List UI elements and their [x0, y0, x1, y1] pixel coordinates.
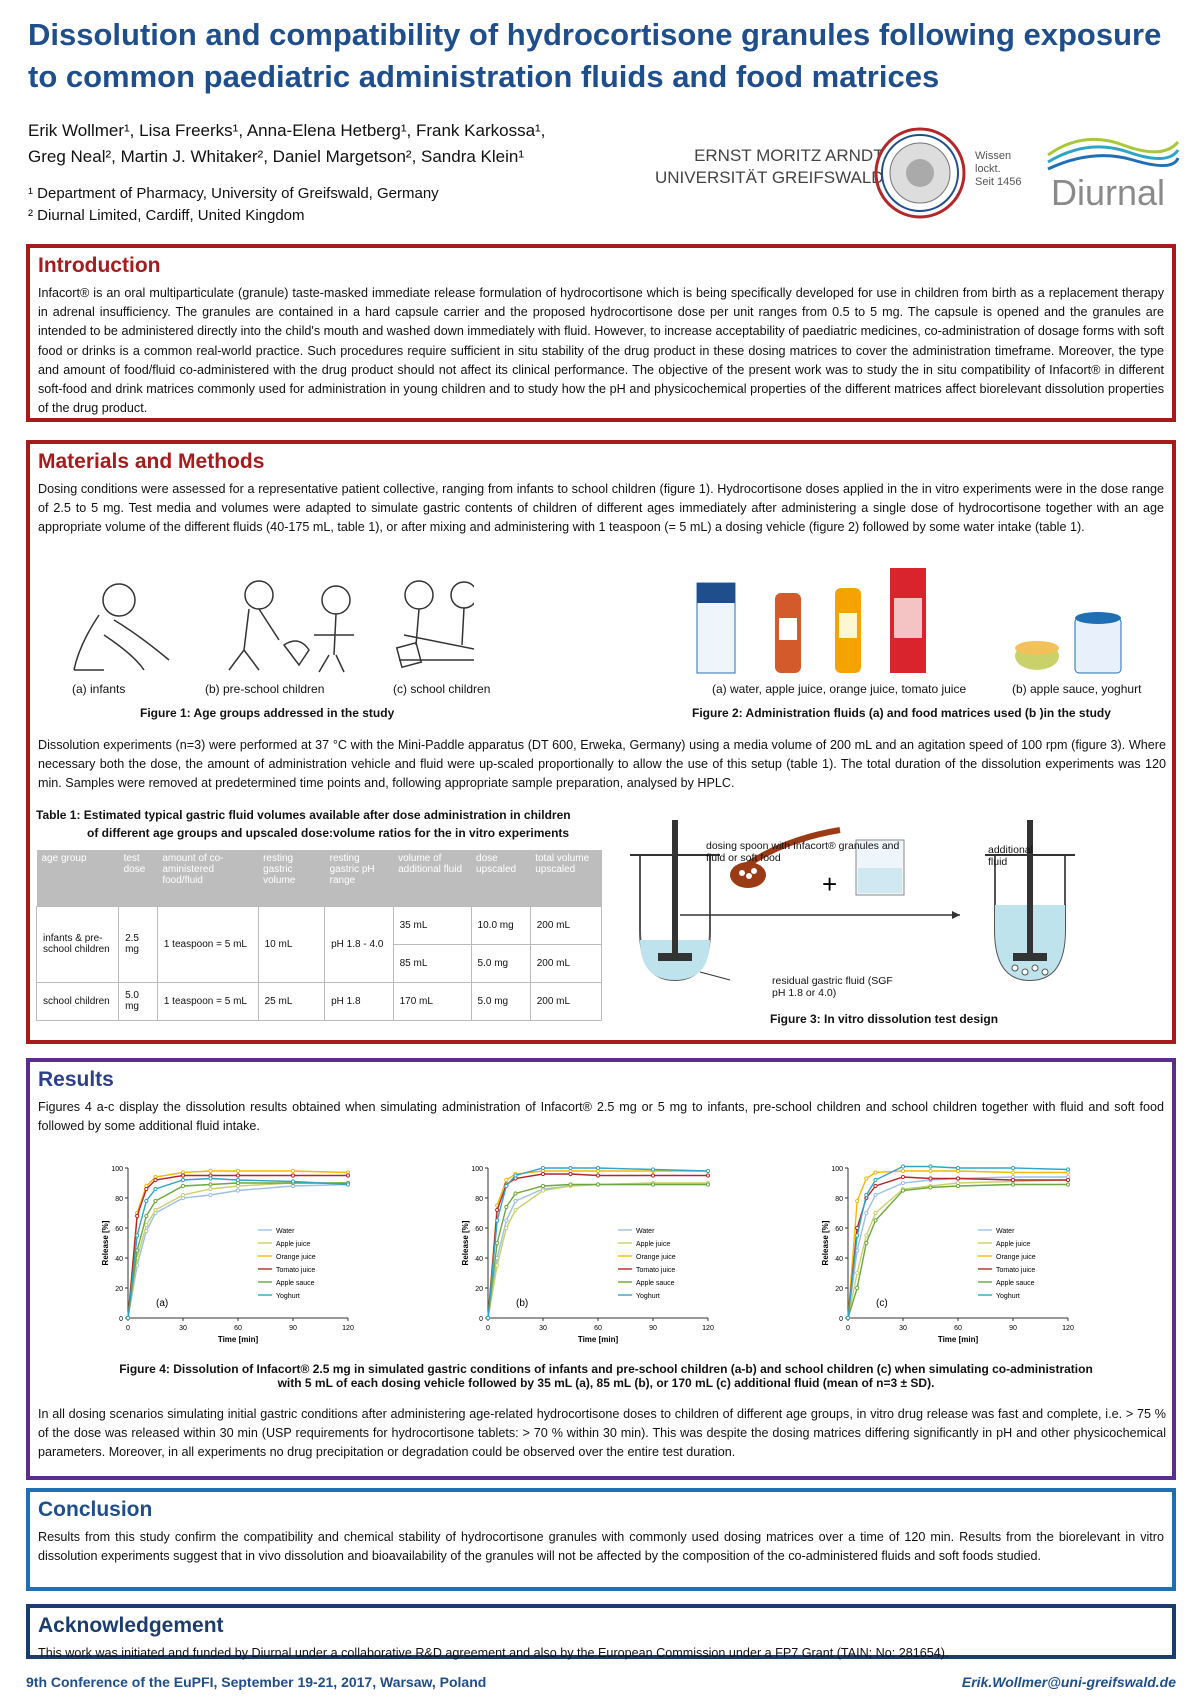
data-point [706, 1169, 709, 1172]
table-header: resting gastric volume [258, 850, 325, 906]
x-tick-label: 120 [1062, 1325, 1074, 1332]
panel-label: (a) [156, 1298, 169, 1309]
fig3-additional-label: additional fluid [988, 844, 1033, 868]
data-point [209, 1183, 212, 1186]
table-header: total volume upscaled [530, 850, 601, 906]
data-point [496, 1264, 499, 1267]
x-tick-label: 30 [539, 1325, 547, 1332]
poster-title: Dissolution and compatibility of hydrocortisone granules following exposure to common paediatric administration fluids and food matrices [28, 17, 1162, 94]
x-axis-label: Time [min] [577, 1335, 619, 1344]
conclusion-section [26, 1488, 1176, 1591]
acknowledgement-text: This work was initiated and funded by Diurnal under a collaborative R&D agreement and also by the European Commission under a FP7 Grant (TAIN; No: 281654). [38, 1646, 949, 1660]
data-point [496, 1208, 499, 1211]
table-cell: 170 mL [393, 982, 471, 1020]
table-cell: 85 mL [393, 944, 471, 982]
university-slogan [975, 150, 1021, 189]
series-line [488, 1174, 708, 1318]
data-point [865, 1211, 868, 1214]
data-point [236, 1169, 239, 1172]
series-line [848, 1177, 1068, 1318]
data-point [236, 1174, 239, 1177]
y-tick-label: 80 [475, 1196, 483, 1203]
data-point [865, 1241, 868, 1244]
fig1-label-infants: (a) infants [72, 682, 126, 696]
data-point [181, 1174, 184, 1177]
acknowledgement-section [26, 1604, 1176, 1659]
data-point [505, 1226, 508, 1229]
table-cell: 200 mL [530, 906, 601, 944]
table-header: volume of additional fluid [393, 850, 471, 906]
data-point [1011, 1171, 1014, 1174]
slogan-line-1: Wissen [975, 150, 1012, 162]
data-point [291, 1169, 294, 1172]
data-point [541, 1172, 544, 1175]
data-point [541, 1189, 544, 1192]
data-point [596, 1166, 599, 1169]
data-point [505, 1205, 508, 1208]
table-cell: 10.0 mg [471, 906, 530, 944]
data-point [1066, 1178, 1069, 1181]
table-cell: 200 mL [530, 982, 601, 1020]
data-point [145, 1187, 148, 1190]
y-tick-label: 0 [479, 1316, 483, 1323]
data-point [514, 1208, 517, 1211]
data-point [181, 1184, 184, 1187]
data-point [929, 1169, 932, 1172]
data-point [856, 1286, 859, 1289]
y-axis-label: Release [%] [101, 1220, 110, 1266]
data-point [1066, 1168, 1069, 1171]
table-cell: 1 teaspoon = 5 mL [157, 906, 258, 982]
data-point [505, 1178, 508, 1181]
results-heading: Results [38, 1068, 114, 1091]
data-point [596, 1174, 599, 1177]
data-point [209, 1169, 212, 1172]
y-axis-label: Release [%] [461, 1220, 470, 1266]
table-cell: 5.0 mg [119, 982, 158, 1020]
table-cell: 200 mL [530, 944, 601, 982]
introduction-heading: Introduction [38, 254, 161, 277]
x-tick-label: 30 [179, 1325, 187, 1332]
data-point [874, 1211, 877, 1214]
y-tick-label: 40 [835, 1256, 843, 1263]
legend-entry: Water [996, 1228, 1015, 1235]
x-tick-label: 60 [954, 1325, 962, 1332]
data-point [865, 1193, 868, 1196]
authors-line-2: Greg Neal², Martin J. Whitaker², Daniel Margetson², Sandra Klein¹ [28, 147, 525, 166]
data-point [846, 1316, 849, 1319]
table-cell: 35 mL [393, 906, 471, 944]
figure-3-caption: Figure 3: In vitro dissolution test design [770, 1012, 999, 1026]
methods-text-1: Dosing conditions were assessed for a representative patient collective, ranging from infants to school children (figure 1). Hydrocortisone doses applied in the in vitro experiments were in the dose range of 2.5 to 5 mg. Test media and volumes were adapted to simulate gastric contents of children of different ages immediately after administering a single dose of hydrocortisone together with an age appropriate volume of the different fluids (40-175 mL, table 1), or after mixing and administering with 1 teaspoon (= 5 mL) a dosing vehicle (figure 2) followed by some water intake (table 1). [38, 482, 1164, 535]
x-tick-label: 90 [289, 1325, 297, 1332]
y-tick-label: 100 [471, 1166, 483, 1173]
legend-entry: Orange juice [996, 1254, 1036, 1261]
legend-entry: Apple juice [636, 1241, 671, 1248]
administration-fluids-illustration [695, 568, 1155, 678]
data-point [1011, 1166, 1014, 1169]
figure-1-caption: Figure 1: Age groups addressed in the study [140, 706, 395, 720]
data-point [901, 1189, 904, 1192]
x-axis-label: Time [min] [937, 1335, 979, 1344]
data-point [514, 1199, 517, 1202]
data-point [706, 1183, 709, 1186]
data-point [496, 1241, 499, 1244]
acknowledgement-heading: Acknowledgement [38, 1614, 224, 1637]
y-tick-label: 20 [475, 1286, 483, 1293]
data-point [901, 1169, 904, 1172]
legend-entry: Orange juice [276, 1254, 316, 1261]
legend-entry: Tomato juice [996, 1267, 1036, 1274]
data-point [346, 1183, 349, 1186]
x-tick-label: 120 [342, 1325, 354, 1332]
legend-entry: Yoghurt [996, 1293, 1020, 1300]
data-point [1011, 1178, 1014, 1181]
panel-label: (b) [516, 1298, 529, 1309]
table-cell: infants & pre-school children [37, 906, 119, 982]
authors-line-1: Erik Wollmer¹, Lisa Freerks¹, Anna-Elena Hetberg¹, Frank Karkossa¹, [28, 121, 546, 140]
y-tick-label: 100 [111, 1166, 123, 1173]
series-line [848, 1167, 1068, 1319]
y-tick-label: 80 [115, 1196, 123, 1203]
y-tick-label: 20 [835, 1286, 843, 1293]
data-point [651, 1183, 654, 1186]
contact-email[interactable]: Erik.Wollmer@uni-greifswald.de [961, 1674, 1176, 1690]
figure-4-caption-line-1: Figure 4: Dissolution of Infacort® 2.5 mg in simulated gastric conditions of infants and pre-school children (a-b) and school children (c) when simulating co-administration [119, 1362, 1093, 1376]
series-line [848, 1177, 1068, 1318]
series-line [128, 1176, 348, 1319]
data-point [236, 1178, 239, 1181]
fig1-label-preschool: (b) pre-school children [205, 682, 325, 696]
table-cell: 1 teaspoon = 5 mL [157, 982, 258, 1020]
university-name-1: ERNST MORITZ ARNDT [694, 146, 884, 165]
x-tick-label: 60 [234, 1325, 242, 1332]
data-point [569, 1183, 572, 1186]
data-point [236, 1189, 239, 1192]
x-tick-label: 120 [702, 1325, 714, 1332]
gastric-volume-table [36, 850, 602, 1021]
x-tick-label: 90 [649, 1325, 657, 1332]
x-tick-label: 90 [1009, 1325, 1017, 1332]
table-row [37, 982, 602, 1020]
data-point [874, 1219, 877, 1222]
legend-entry: Water [276, 1228, 295, 1235]
legend-entry: Yoghurt [636, 1293, 660, 1300]
legend-entry: Apple sauce [996, 1280, 1035, 1287]
y-axis-label: Release [%] [821, 1220, 830, 1266]
panel-label: (c) [876, 1298, 888, 1309]
data-point [209, 1177, 212, 1180]
table-header-row [37, 850, 602, 906]
diurnal-logo [1043, 130, 1183, 215]
data-point [1011, 1183, 1014, 1186]
table-header: test dose [119, 850, 158, 906]
series-line [488, 1171, 708, 1318]
y-tick-label: 0 [119, 1316, 123, 1323]
x-tick-label: 60 [594, 1325, 602, 1332]
data-point [929, 1186, 932, 1189]
data-point [856, 1271, 859, 1274]
introduction-section [26, 244, 1176, 422]
data-point [209, 1193, 212, 1196]
data-point [856, 1234, 859, 1237]
introduction-text: Infacort® is an oral multiparticulate (granule) taste-masked immediate release formulation of hydrocortisone which is being specifically developed for use in children from birth as a replacement therapy in adrenal insufficiency. The granules are contained in a hard capsule carrier and the proposed hydrocortisone dose per unit ranges from 0.5 to 5 mg. The capsule is opened and the granules are intended to be administered directly into the child's mouth and washed down immediately with fluid. However, to increase acceptability of paediatric medicines, co-administration of dosage forms with soft food or drinks is a common real-world practice. Such procedures require sufficient in situ stability of the drug product in these dosing matrices to cover the administration timeframe. Moreover, the type and amount of food/fluid co-administered with the drug product should not affect its clinical performance. The objective of the present work was to study the in situ compatibility of Infacort® in different soft-food and drink matrices commonly used for administration in young children and to study how the pH and physicochemical properties of the different matrices affect biorelevant dissolution properties of the drug product. [38, 286, 1164, 416]
data-point [291, 1174, 294, 1177]
data-point [569, 1172, 572, 1175]
table-caption-line-1: Table 1: Estimated typical gastric fluid volumes available after dose administration in children [36, 808, 571, 822]
table-caption-line-2: of different age groups and upscaled dose:volume ratios for the in vitro experiments [87, 826, 570, 840]
age-groups-illustration [44, 575, 474, 680]
y-tick-label: 60 [115, 1226, 123, 1233]
data-point [209, 1187, 212, 1190]
results-text-1: Figures 4 a-c display the dissolution results obtained when simulating administration of Infacort® 2.5 mg or 5 mg to infants, pre-school children and school children together with fluid and soft food followed by some additional fluid intake. [38, 1100, 1164, 1134]
x-tick-label: 0 [846, 1325, 850, 1332]
legend-entry: Tomato juice [276, 1267, 316, 1274]
table-cell: 25 mL [258, 982, 325, 1020]
data-point [901, 1181, 904, 1184]
series-line [488, 1168, 708, 1318]
y-tick-label: 40 [475, 1256, 483, 1263]
diurnal-logo-text: Diurnal [1051, 172, 1166, 213]
data-point [706, 1174, 709, 1177]
data-point [291, 1180, 294, 1183]
y-tick-label: 60 [475, 1226, 483, 1233]
data-point [874, 1178, 877, 1181]
y-tick-label: 80 [835, 1196, 843, 1203]
data-point [346, 1174, 349, 1177]
slogan-line-3: Seit 1456 [975, 176, 1022, 188]
data-point [874, 1193, 877, 1196]
data-point [865, 1234, 868, 1237]
y-tick-label: 40 [115, 1256, 123, 1263]
table-header: age group [37, 850, 119, 906]
fig2-label-foods: (b) apple sauce, yoghurt [1012, 682, 1142, 696]
data-point [181, 1193, 184, 1196]
legend-entry: Apple sauce [276, 1280, 315, 1287]
data-point [154, 1208, 157, 1211]
data-point [154, 1178, 157, 1181]
data-point [154, 1187, 157, 1190]
data-point [145, 1214, 148, 1217]
data-point [181, 1178, 184, 1181]
data-point [856, 1199, 859, 1202]
affiliation-1: ¹ Department of Pharmacy, University of Greifswald, Germany [28, 185, 439, 202]
data-point [514, 1192, 517, 1195]
conclusion-text: Results from this study confirm the compatibility and chemical stability of hydrocortisone granules with commonly used dosing matrices over a time of 120 min. Results from the biorelevant in vitro dissolution experiments suggest that in vivo dissolution and bioavailability of the granules will not be affected by the composition of the co-administered fluids and soft foods studied. [38, 1530, 1164, 1564]
data-point [901, 1175, 904, 1178]
y-tick-label: 100 [831, 1166, 843, 1173]
university-logo-text [655, 145, 884, 189]
data-point [541, 1166, 544, 1169]
table-header: dose upscaled [471, 850, 530, 906]
table-cell: 5.0 mg [471, 944, 530, 982]
legend-entry: Yoghurt [276, 1293, 300, 1300]
methods-heading: Materials and Methods [38, 450, 265, 473]
fig2-label-fluids: (a) water, apple juice, orange juice, tomato juice [712, 682, 967, 696]
data-point [651, 1168, 654, 1171]
data-point [901, 1165, 904, 1168]
x-axis-label: Time [min] [217, 1335, 259, 1344]
fig1-label-school: (c) school children [393, 682, 491, 696]
table-cell: 2.5 mg [119, 906, 158, 982]
x-tick-label: 0 [486, 1325, 490, 1332]
legend-entry: Water [636, 1228, 655, 1235]
data-point [1066, 1183, 1069, 1186]
legend-entry: Apple juice [996, 1241, 1031, 1248]
table-header: resting gastric pH range [325, 850, 393, 906]
data-point [126, 1316, 129, 1319]
university-name-2: UNIVERSITÄT GREIFSWALD [655, 168, 884, 187]
data-point [496, 1219, 499, 1222]
data-point [505, 1219, 508, 1222]
table-cell: pH 1.8 [325, 982, 393, 1020]
y-tick-label: 20 [115, 1286, 123, 1293]
data-point [145, 1223, 148, 1226]
data-point [651, 1174, 654, 1177]
x-tick-label: 30 [899, 1325, 907, 1332]
table-cell: school children [37, 982, 119, 1020]
conference-info: 9th Conference of the EuPFI, September 19-21, 2017, Warsaw, Poland [26, 1674, 487, 1690]
data-point [929, 1165, 932, 1168]
footer [26, 1674, 1176, 1690]
university-seal-icon [873, 126, 968, 221]
dissolution-chart-a [100, 1160, 390, 1355]
data-point [505, 1184, 508, 1187]
methods-text-2: Dissolution experiments (n=3) were performed at 37 °C with the Mini-Paddle apparatus (DT 600, Erweka, Germany) using a media volume of 200 mL and an agitation speed of 100 rpm (figure 3). Where necessary both the dose, the amount of administration vehicle and fluid were up-scaled proportionally to allow the use of this setup (table 1). The total duration of the dissolution experiments was 120 min. Samples were removed at predetermined time points and, following appropriate sample preparation, analysed by HPLC. [38, 738, 1166, 791]
series-line [128, 1171, 348, 1318]
results-text-2: In all dosing scenarios simulating initial gastric conditions after administering age-related hydrocortisone doses to children of different age groups, in vitro drug release was fast and complete, i.e. > 75 % of the dose was released within 30 min (USP requirements for hydrocortisone tablets: > 70 % within 30 min). This was despite the dosing matrices differing significantly in pH and other physicochemical parameters. Moreover, in all experiments no drug precipitation or degradation could be observed over the entire test duration. [38, 1407, 1166, 1459]
x-tick-label: 0 [126, 1325, 130, 1332]
data-point [145, 1199, 148, 1202]
dissolution-chart-c [820, 1160, 1110, 1355]
figure-4-caption [106, 1362, 1106, 1390]
data-point [956, 1166, 959, 1169]
figure-4-caption-line-2: with 5 mL of each dosing vehicle followed by 35 mL (a), 85 mL (b), or 170 mL (c) additional fluid (mean of n=3 ± SD). [277, 1376, 935, 1390]
data-point [874, 1171, 877, 1174]
data-point [136, 1234, 139, 1237]
affiliation-2: ² Diurnal Limited, Cardiff, United Kingdom [28, 207, 305, 224]
figure-2-caption: Figure 2: Administration fluids (a) and food matrices used (b )in the study [692, 706, 1111, 720]
dissolution-chart-b [460, 1160, 750, 1355]
slogan-line-2: lockt. [975, 163, 1001, 175]
data-point [956, 1177, 959, 1180]
table-1-caption [36, 806, 571, 842]
data-point [154, 1199, 157, 1202]
legend-entry: Orange juice [636, 1254, 676, 1261]
table-cell: 5.0 mg [471, 982, 530, 1020]
y-tick-label: 0 [839, 1316, 843, 1323]
fig3-residual-label: residual gastric fluid (SGF pH 1.8 or 4.0) [772, 975, 893, 999]
data-point [865, 1177, 868, 1180]
affiliations [28, 183, 439, 227]
data-point [569, 1166, 572, 1169]
data-point [956, 1184, 959, 1187]
authors [28, 118, 545, 170]
legend-entry: Apple juice [276, 1241, 311, 1248]
conclusion-heading: Conclusion [38, 1498, 153, 1521]
table-header: amount of co-aministered food/fluid [157, 850, 258, 906]
table-cell: 10 mL [258, 906, 325, 982]
data-point [541, 1184, 544, 1187]
fig3-spoon-label: dosing spoon with Infacort® granules and fluid or soft food [706, 840, 900, 864]
legend-entry: Apple sauce [636, 1280, 675, 1287]
data-point [486, 1316, 489, 1319]
y-tick-label: 60 [835, 1226, 843, 1233]
data-point [929, 1177, 932, 1180]
plus-sign: + [822, 869, 838, 899]
data-point [136, 1214, 139, 1217]
data-point [874, 1184, 877, 1187]
table-row [37, 906, 602, 944]
data-point [514, 1174, 517, 1177]
table-cell: pH 1.8 - 4.0 [325, 906, 393, 982]
data-point [596, 1183, 599, 1186]
legend-entry: Tomato juice [636, 1267, 676, 1274]
